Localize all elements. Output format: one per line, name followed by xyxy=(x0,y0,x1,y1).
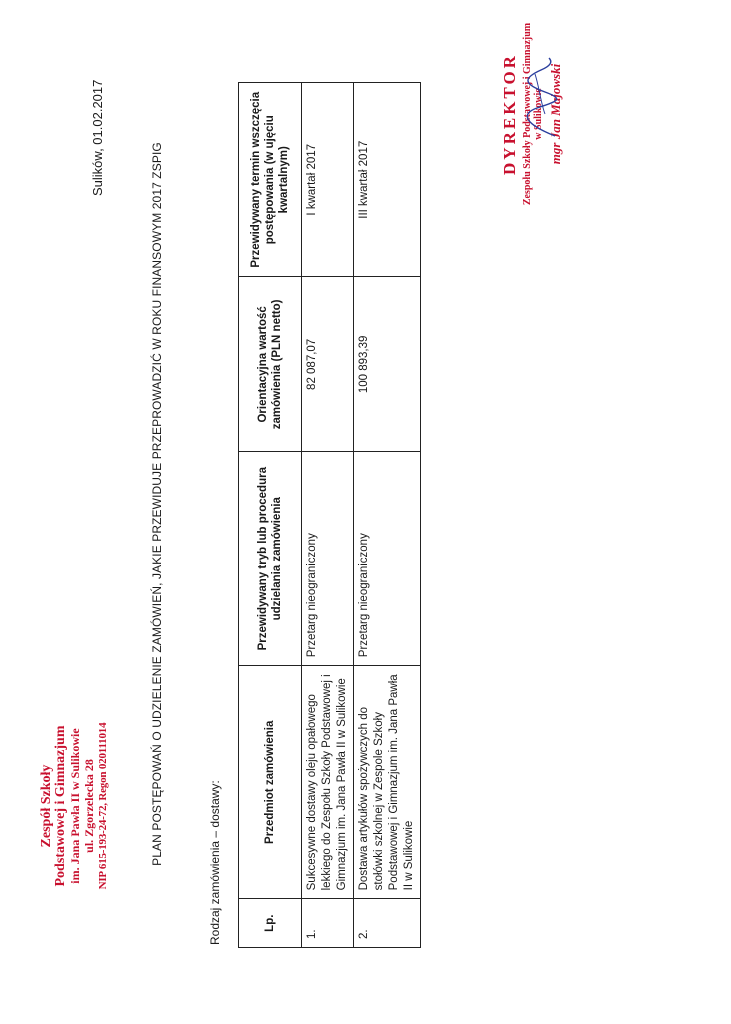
table-row xyxy=(302,83,354,948)
row-mode: Przetarg nieograniczony xyxy=(354,452,421,666)
director-stamp-line1: Zespołu Szkoły Podstawowej i Gimnazjum xyxy=(522,22,533,206)
document-title: PLAN POSTĘPOWAŃ O UDZIELENIE ZAMÓWIEŃ, JAKIE PRZEWIDUJE PRZEPROWADZIĆ W ROKU FINANSOWYM 2017 ZSPIG xyxy=(150,142,164,866)
header-mode: Przewidywany tryb lub procedura udzielania zamówienia xyxy=(239,452,302,666)
row-lp: 2. xyxy=(354,899,421,948)
header-value: Orientacyjna wartość zamówienia (PLN netto) xyxy=(239,277,302,452)
header-lp: Lp. xyxy=(239,899,302,948)
director-stamp-line2: w Sulikowie xyxy=(533,88,544,140)
row-value: 100 893,39 xyxy=(354,277,421,452)
director-stamp-title: DYREKTOR xyxy=(500,53,519,175)
row-value: 82 087,07 xyxy=(302,277,354,452)
school-stamp-line5: NIP 615-193-24-72, Regon 020111014 xyxy=(97,722,109,890)
signature-stroke xyxy=(527,58,556,136)
table-row xyxy=(354,83,421,948)
school-stamp-line3: im. Jana Pawła II w Sulikowie xyxy=(68,728,82,884)
header-subject: Przedmiot zamówienia xyxy=(239,666,302,899)
row-mode: Przetarg nieograniczony xyxy=(302,452,354,666)
handwritten-signature xyxy=(515,54,575,144)
date-line: Sulików, 01.02.2017 xyxy=(90,79,105,196)
row-subject: Sukcesywne dostawy oleju opałowego lekkiego do Zespołu Szkoły Podstawowej i Gimnazjum im. Jana Pawła II w Sulikowie xyxy=(302,666,354,899)
school-stamp xyxy=(40,656,110,956)
order-type-label: Rodzaj zamówienia – dostawy: xyxy=(208,780,222,945)
row-term: III kwartał 2017 xyxy=(354,83,421,278)
director-stamp-name: mgr Jan Majowski xyxy=(548,63,563,165)
school-stamp-line2: Podstawowej i Gimnazjum xyxy=(53,725,68,887)
header-term: Przewidywany termin wszczęcia postępowania (w ujęciu kwartalnym) xyxy=(239,83,302,278)
row-subject: Dostawa artykułów spożywczych do stołówki szkolnej w Zespole Szkoły Podstawowej i Gimnazjum im. Jana Pawła II w Sulikowie xyxy=(354,666,421,899)
row-term: I kwartał 2017 xyxy=(302,83,354,278)
table-header-row xyxy=(239,83,302,948)
school-stamp-line1: Zespół Szkoły xyxy=(39,764,54,848)
procurement-plan-table xyxy=(238,82,421,948)
school-stamp-line4: ul. Zgorzelecka 28 xyxy=(82,759,96,853)
row-lp: 1. xyxy=(302,899,354,948)
